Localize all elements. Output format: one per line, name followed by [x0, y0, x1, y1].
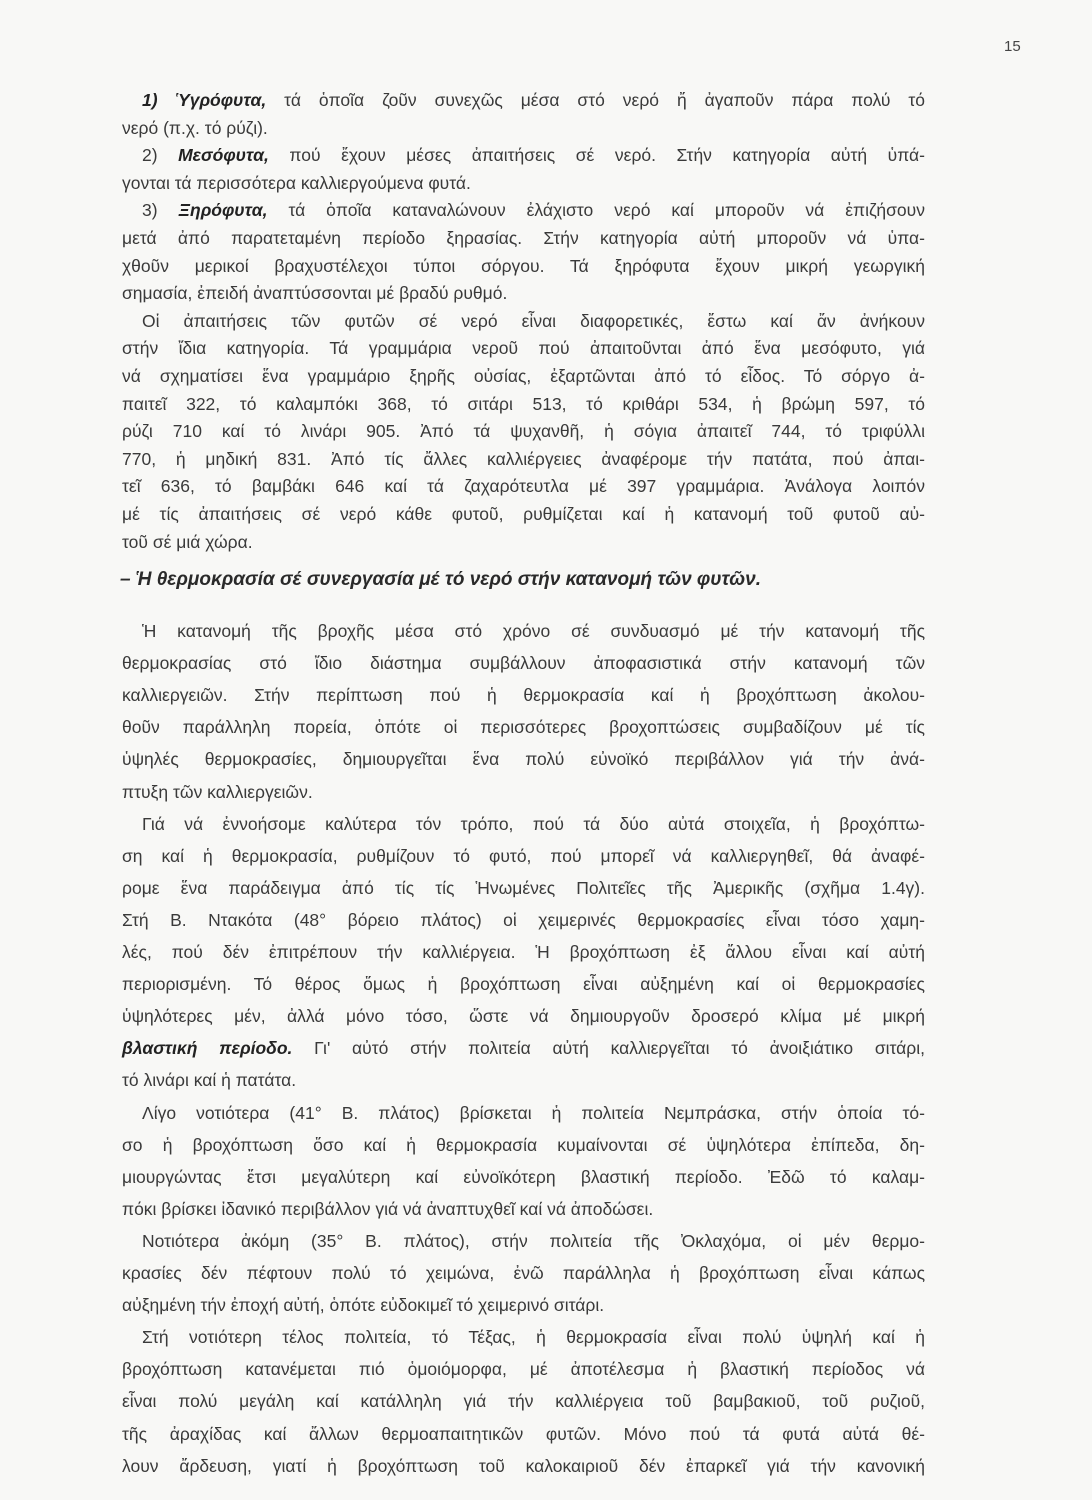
text-line [122, 1037, 925, 1059]
text-line [122, 227, 925, 249]
text-run: ρομε ἕνα παράδειγμα ἀπό τίς τίς Ἡνωμένες Πολιτεῖες τῆς Ἀμερικῆς (σχῆμα 1.4γ). [122, 877, 925, 898]
text-line [122, 781, 925, 803]
text-line [122, 748, 925, 770]
text-line [122, 1005, 925, 1027]
text-line [142, 1230, 925, 1252]
text-line [142, 620, 925, 642]
text-run: Γιά νά ἐννοήσομε καλύτερα τόν τρόπο, πού τά δύο αὐτά στοιχεῖα, ἡ βροχόπτω- [142, 813, 925, 834]
bold-term: βλαστική περίοδο. [122, 1038, 293, 1059]
text-line [122, 1390, 925, 1412]
text-line [122, 255, 925, 277]
text-line [122, 337, 925, 359]
text-line [122, 475, 925, 497]
text-line [122, 845, 925, 867]
text-line [122, 1069, 925, 1091]
text-line [122, 716, 925, 738]
text-line [122, 973, 925, 995]
bold-term: 1) [142, 90, 176, 110]
text-line [122, 1134, 925, 1156]
bold-term: Μεσόφυτα, [178, 145, 269, 166]
text-run: σημασία, ἐπειδή ἀναπτύσσονται μέ βραδύ ρυθμό. [122, 283, 508, 304]
text-line [122, 1262, 925, 1284]
text-line [122, 1455, 925, 1477]
text-run: Λίγο νοτιότερα (41° Β. πλάτος) βρίσκεται ἡ πολιτεία Νεμπράσκα, στήν ὁποία τό- [142, 1102, 925, 1123]
text-line [122, 503, 925, 525]
text-line [142, 89, 925, 111]
text-run: τό λινάρι καί ἡ πατάτα. [122, 1070, 297, 1091]
bold-term: Ὑγρόφυτα, [175, 90, 267, 110]
text-line [122, 448, 925, 470]
text-line [122, 282, 925, 304]
text-run: πού ἔχουν μέσες ἀπαιτήσεις σέ νερό. Στήν κατηγορία αὐτή ὑπά- [268, 145, 925, 166]
text-run: τοῦ σέ μιά χώρα. [122, 531, 253, 552]
text-run: αὐξημένη τήν ἐποχή αὐτή, ὁπότε εὐδοκιμεῖ τό χειμερινό σιτάρι. [122, 1295, 605, 1316]
text-run: περιορισμένη. Τό θέρος ὅμως ἡ βροχόπτωση εἶναι αὐξημένη καί οἱ θερμοκρασίες [122, 974, 925, 995]
text-line [122, 1198, 925, 1220]
text-run: Ἡ κατανομή τῆς βροχῆς μέσα στό χρόνο σέ συνδυασμό μέ τήν κατανομή τῆς [142, 621, 925, 641]
text-run: ση καί ἡ θερμοκρασία, ρυθμίζουν τό φυτό, πού μπορεῖ νά καλλιεργηθεῖ, θά ἀναφέ- [122, 845, 925, 866]
text-line [122, 1166, 925, 1188]
text-run: καλλιεργειῶν. Στήν περίπτωση πού ἡ θερμοκρασία καί ἡ βροχόπτωση ἀκολου- [122, 685, 925, 706]
text-line [122, 684, 925, 706]
text-run: πόκι βρίσκει ἰδανικό περιβάλλον γιά νά ἀναπτυχθεῖ καί νά ἀποδώσει. [122, 1198, 654, 1219]
text-run: 770, ἡ μηδική 831. Ἀπό τίς ἄλλες καλλιέργειες ἀναφέρομε τήν πατάτα, πού ἀπαι- [122, 448, 925, 469]
text-run: μιουργώντας ἔτσι μεγαλύτερη καί εὐνοϊκότερη βλαστική περίοδο. Ἐδῶ τό καλαμ- [122, 1166, 925, 1187]
text-run: τῆς ἀραχίδας καί ἄλλων θερμοαπαιτητικῶν φυτῶν. Μόνο πού τά φυτά αὐτά θέ- [122, 1423, 925, 1444]
text-run: βροχόπτωση κατανέμεται πιό ὁμοιόμορφα, μέ ἀποτέλεσμα ἡ βλαστική περίοδος νά [122, 1359, 925, 1380]
text-run: μέ τίς ἀπαιτήσεις σέ νερό κάθε φυτοῦ, ρυθμίζεται καί ἡ κατανομή τοῦ φυτοῦ αὐ- [122, 504, 925, 524]
text-run: Γι' αὐτό στήν πολιτεία αὐτή καλλιεργεῖται τό ἀνοιξιάτικο σιτάρι, [292, 1038, 925, 1059]
text-line [142, 199, 925, 221]
text-line [122, 1423, 925, 1445]
text-run: θοῦν παράλληλη πορεία, ὁπότε οἱ περισσότερες βροχοπτώσεις συμβαδίζουν μέ τίς [122, 717, 925, 738]
text-run: στήν ἴδια κατηγορία. Τά γραμμάρια νεροῦ πού ἀπαιτοῦνται ἀπό ἕνα μεσόφυτο, γιά [122, 338, 925, 359]
text-line [122, 420, 925, 442]
text-run: γονται τά περισσότερα καλλιεργούμενα φυτά. [122, 172, 471, 193]
text-run: εἶναι πολύ μεγάλη καί κατάλληλη γιά τήν καλλιέργεια τοῦ βαμβακιοῦ, τοῦ ρυζιοῦ, [122, 1391, 925, 1412]
text-run: τεῖ 636, τό βαμβάκι 646 καί τά ζαχαρότευτλα μέ 397 γραμμάρια. Ἀνάλογα λοιπόν [122, 476, 925, 497]
text-line [122, 652, 925, 674]
text-run: 2) [142, 145, 179, 166]
text-line [142, 1102, 925, 1124]
text-run: κρασίες δέν πέφτουν πολύ τό χειμώνα, ἐνῶ παράλληλα ἡ βροχόπτωση εἶναι κάπως [122, 1263, 925, 1283]
text-line [122, 531, 925, 553]
text-run: λές, πού δέν ἐπιτρέπουν τήν καλλιέργεια. Ἡ βροχόπτωση ἐξ ἄλλου εἶναι καί αὐτή [122, 942, 925, 962]
text-run: Στή Β. Ντακότα (48° βόρειο πλάτος) οἱ χειμερινές θερμοκρασίες εἶναι τόσο χαμη- [122, 909, 925, 930]
text-run: ὑψηλότερες μέν, ἀλλά μόνο τόσο, ὥστε νά δημιουργοῦν δροσερό κλίμα μέ μικρή [122, 1006, 925, 1027]
text-line [122, 365, 925, 387]
text-line [122, 1358, 925, 1380]
text-run: παιτεῖ 322, τό καλαμπόκι 368, τό σιτάρι 513, τό κριθάρι 534, ἡ βρώμη 597, τό [122, 393, 925, 414]
text-line [142, 1326, 925, 1348]
text-run: Οἱ ἀπαιτήσεις τῶν φυτῶν σέ νερό εἶναι διαφορετικές, ἔστω καί ἄν ἀνήκουν [142, 310, 925, 331]
text-run: ὑψηλές θερμοκρασίες, δημιουργεῖται ἕνα πολύ εὐνοϊκό περιβάλλον γιά τήν ἀνά- [122, 749, 925, 770]
text-run: πτυξη τῶν καλλιεργειῶν. [122, 781, 313, 802]
text-line [122, 172, 925, 194]
page-number: 15 [1004, 38, 1021, 55]
text-run: σο ἡ βροχόπτωση ὅσο καί ἡ θερμοκρασία κυμαίνονται σέ ὑψηλότερα ἐπίπεδα, δη- [122, 1134, 925, 1155]
text-line [122, 117, 925, 139]
text-line [142, 310, 925, 332]
text-line [122, 941, 925, 963]
text-run: Νοτιότερα ἀκόμη (35° Β. πλάτος), στήν πολιτεία τῆς Ὀκλαχόμα, οἱ μέν θερμο- [142, 1230, 925, 1251]
text-run: 3) [142, 200, 179, 221]
text-line [142, 813, 925, 835]
text-line [142, 144, 925, 166]
text-run: τά ὁποῖα καταναλώνουν ἐλάχιστο νερό καί μποροῦν νά ἐπιζήσουν [267, 200, 925, 221]
text-run: τά ὁποῖα ζοῦν συνεχῶς μέσα στό νερό ἤ ἀγαποῦν πάρα πολύ τό [266, 90, 925, 110]
text-run: ρύζι 710 καί τό λινάρι 905. Ἀπό τά ψυχανθῆ, ἡ σόγια ἀπαιτεῖ 744, τό τριφύλλι [122, 421, 925, 442]
bold-term: Ξηρόφυτα, [178, 200, 268, 221]
text-line [122, 909, 925, 931]
text-run: Στή νοτιότερη τέλος πολιτεία, τό Τέξας, ἡ θερμοκρασία εἶναι πολύ ὑψηλή καί ἡ [142, 1327, 925, 1348]
text-run: μετά ἀπό παρατεταμένη περίοδο ξηρασίας. Στήν κατηγορία αὐτή μποροῦν νά ὑπα- [122, 228, 925, 248]
text-run: χθοῦν μερικοί βραχυστέλεχοι τύποι σόργου. Τά ξηρόφυτα ἔχουν μικρή γεωργική [122, 255, 925, 276]
text-run: νερό (π.χ. τό ρύζι). [122, 117, 268, 138]
text-run: λουν ἄρδευση, γιατί ἡ βροχόπτωση τοῦ καλοκαιριοῦ δέν ἐπαρκεῖ γιά τήν κανονική [122, 1455, 925, 1476]
text-run: νά σχηματίσει ἕνα γραμμάριο ξηρῆς οὐσίας, ἐξαρτῶνται ἀπό τό εἶδος. Τό σόργο ἀ- [122, 366, 925, 386]
text-run: θερμοκρασίας στό ἴδιο διάστημα συμβάλλουν ἀποφασιστικά στήν κατανομή τῶν [122, 653, 925, 674]
section-heading: – Ἡ θερμοκρασία σέ συνεργασία μέ τό νερό στήν κατανομή τῶν φυτῶν. [120, 569, 761, 590]
text-line [122, 1294, 925, 1316]
text-line [122, 393, 925, 415]
text-line [122, 877, 925, 899]
